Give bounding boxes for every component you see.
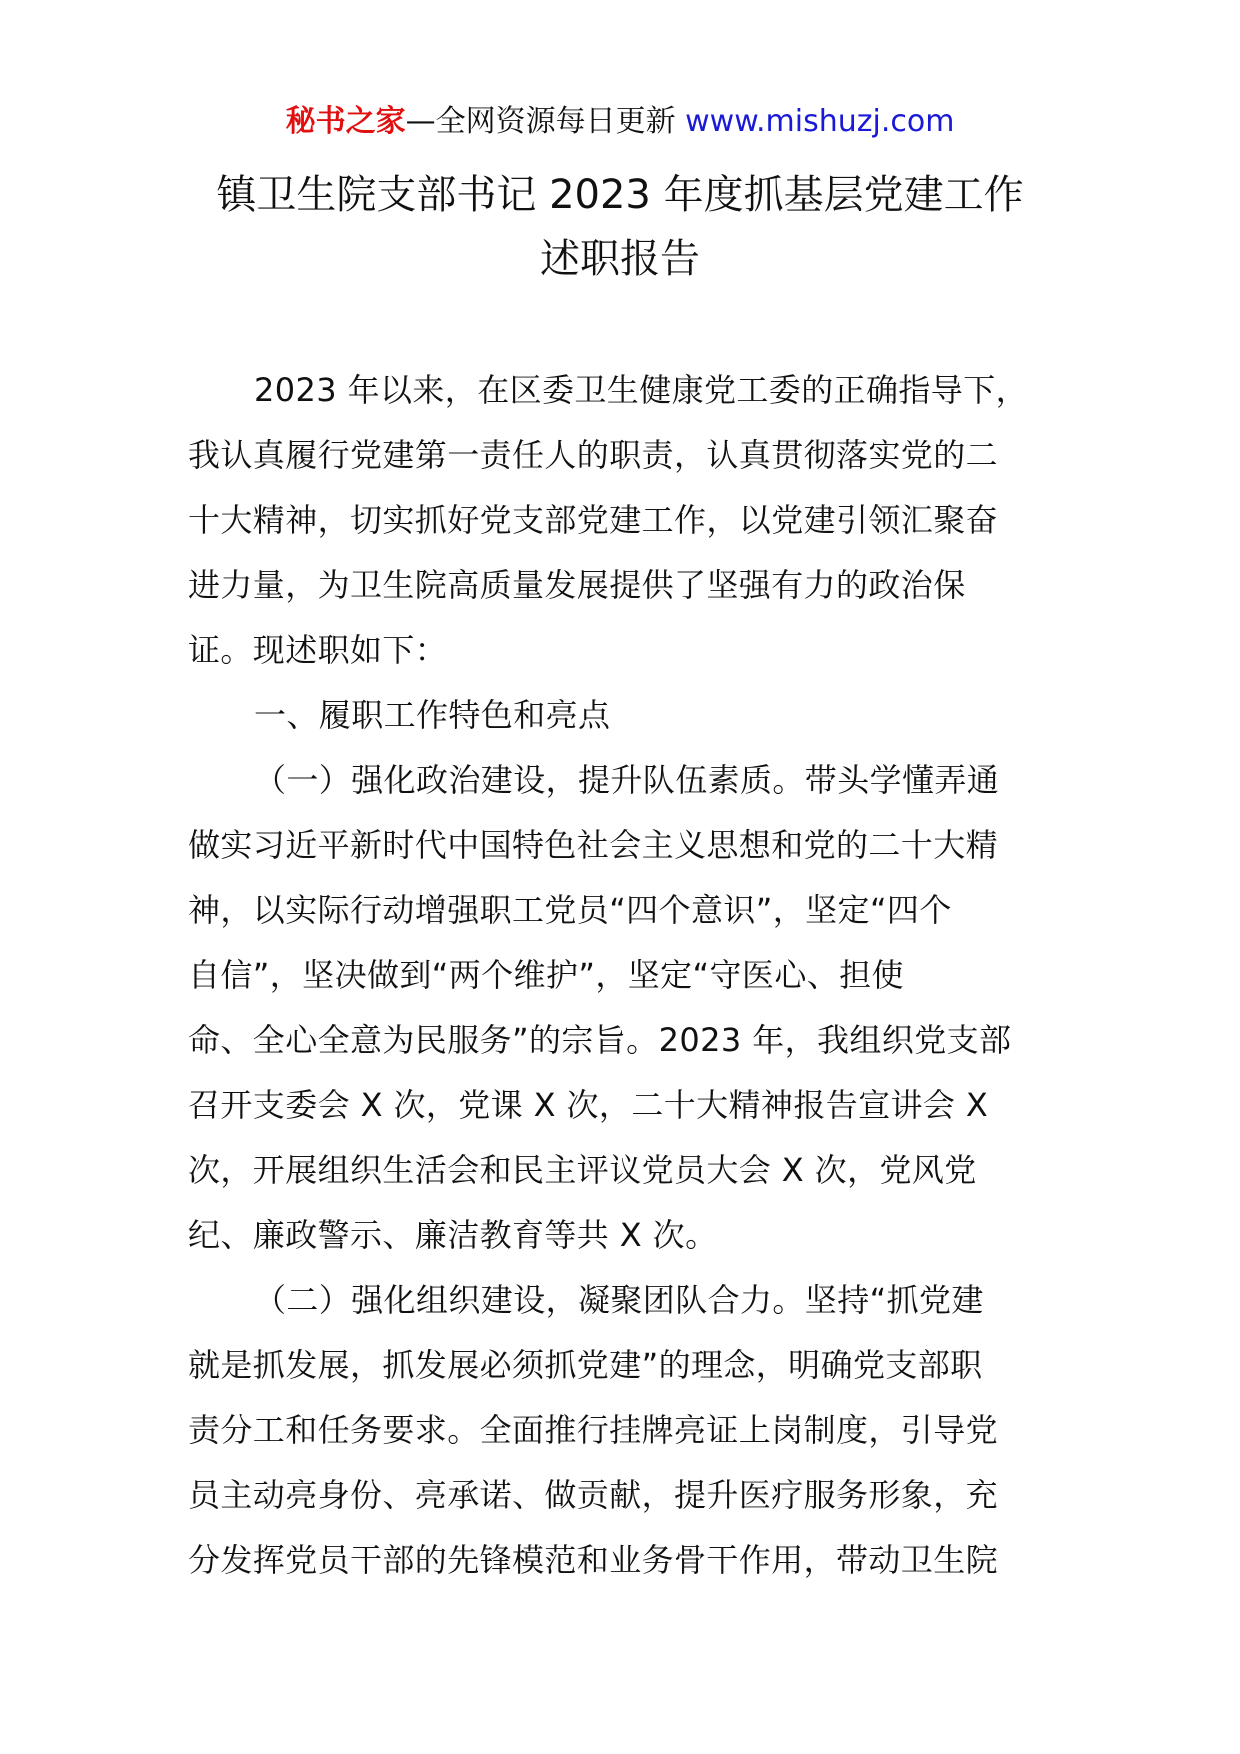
body-line: 我认真履行党建第一责任人的职责，认真贯彻落实党的二	[188, 436, 999, 474]
body-line: （二）强化组织建设，凝聚团队合力。坚持“抓党建	[254, 1281, 984, 1319]
watermark-brand: 秘书之家	[285, 104, 406, 139]
body-line: 分发挥党员干部的先锋模范和业务骨干作用，带动卫生院	[188, 1541, 999, 1579]
section-heading: 一、履职工作特色和亮点	[254, 696, 611, 734]
watermark-slogan: —全网资源每日更新	[405, 104, 676, 139]
title-line-1: 镇卫生院支部书记 2023 年度抓基层党建工作	[216, 172, 1024, 218]
body-line: 做实习近平新时代中国特色社会主义思想和党的二十大精	[188, 826, 999, 864]
body-line: 责分工和任务要求。全面推行挂牌亮证上岗制度，引导党	[188, 1411, 999, 1449]
body-line: 命、全心全意为民服务”的宗旨。2023 年，我组织党支部	[188, 1021, 1012, 1059]
body-line: 纪、廉政警示、廉洁教育等共 X 次。	[188, 1216, 718, 1254]
body-line: 神，以实际行动增强职工党员“四个意识”，坚定“四个	[188, 891, 952, 929]
body-line: 证。现述职如下：	[188, 631, 448, 669]
body-line: 2023 年以来，在区委卫生健康党工委的正确指导下，	[254, 371, 1029, 409]
title-line-2: 述职报告	[540, 236, 700, 282]
body-line: （一）强化政治建设，提升队伍素质。带头学懂弄通	[254, 761, 1000, 799]
watermark-url: www.mishuzj.com	[685, 104, 955, 139]
watermark-header	[0, 100, 1240, 144]
body-line: 进力量，为卫生院高质量发展提供了坚强有力的政治保	[188, 566, 966, 604]
document-title	[0, 163, 1240, 291]
body-line: 员主动亮身份、亮承诺、做贡献，提升医疗服务形象，充	[188, 1476, 999, 1514]
body-line: 十大精神，切实抓好党支部党建工作，以党建引领汇聚奋	[188, 501, 999, 539]
body-line: 自信”，坚决做到“两个维护”，坚定“守医心、担使	[188, 956, 904, 994]
document-body	[188, 358, 1068, 1593]
body-line: 就是抓发展，抓发展必须抓党建”的理念，明确党支部职	[188, 1346, 983, 1384]
body-line: 召开支委会 X 次，党课 X 次，二十大精神报告宣讲会 X	[188, 1086, 989, 1124]
body-line: 次，开展组织生活会和民主评议党员大会 X 次，党风党	[188, 1151, 977, 1189]
